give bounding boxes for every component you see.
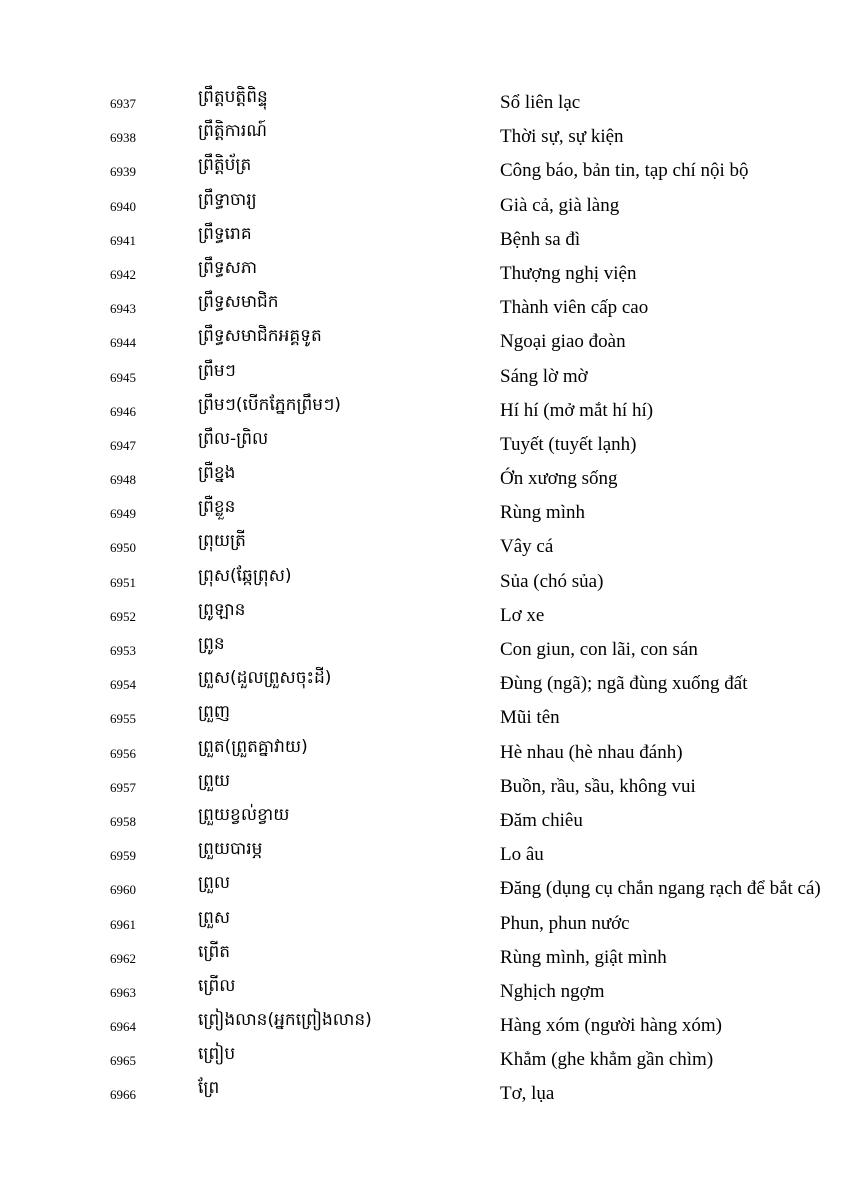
entry-row [0, 804, 848, 838]
entry-number: 6965 [110, 1053, 136, 1069]
vietnamese-meaning: Con giun, con lãi, con sán [500, 639, 698, 660]
entry-number: 6950 [110, 540, 136, 556]
entry-row [0, 872, 848, 906]
khmer-term: ព្រួស [198, 907, 231, 928]
vietnamese-meaning: Hè nhau (hè nhau đánh) [500, 741, 683, 763]
khmer-term: ព្រឹត្តបត្តិពិន្ទុ [198, 87, 268, 107]
khmer-term: ព្រឹត្តិប័ត្រ [198, 155, 252, 176]
khmer-term: ព្រុស(ឆ្កែព្រុស) [198, 565, 292, 586]
entry-number: 6964 [110, 1019, 136, 1035]
entry-number: 6955 [110, 711, 136, 727]
vietnamese-meaning: Khẳm (ghe khẳm gần chìm) [500, 1049, 714, 1071]
entry-row [0, 428, 848, 462]
entry-row [0, 565, 848, 599]
entry-number: 6937 [110, 96, 136, 111]
khmer-term: ព្រើល [198, 975, 236, 996]
khmer-term: ព្រឹទ្ធសភា [198, 257, 258, 278]
entry-number: 6945 [110, 369, 136, 385]
entry-number: 6948 [110, 472, 136, 488]
entry-number: 6940 [110, 198, 136, 214]
vietnamese-meaning: Ớn xương sống [500, 468, 618, 490]
vietnamese-meaning: Thượng nghị viện [500, 262, 637, 284]
entry-row [0, 599, 848, 633]
entry-row [0, 736, 848, 770]
vietnamese-meaning: Phun, phun nước [500, 912, 630, 934]
entry-row [0, 701, 848, 735]
khmer-term: ព្រួស(ដួលព្រួសចុះដី) [198, 668, 332, 689]
khmer-term: ព្រួត(ព្រួតគ្នាវាយ) [198, 736, 308, 757]
entry-row [0, 838, 848, 872]
khmer-term: ព្រួល [198, 873, 231, 894]
entry-row [0, 462, 848, 496]
entry-number: 6941 [110, 232, 136, 248]
entry-row [0, 257, 848, 291]
vietnamese-meaning: Hàng xóm (người hàng xóm) [500, 1015, 722, 1037]
entry-number: 6947 [110, 437, 136, 453]
entry-row [0, 223, 848, 257]
entry-row [0, 291, 848, 325]
vietnamese-meaning: Sáng lờ mờ [500, 365, 588, 387]
vietnamese-meaning: Tơ, lụa [500, 1083, 555, 1105]
entry-row [0, 530, 848, 564]
khmer-term: ព្រឹត្តិការណ៍ [198, 121, 267, 142]
entry-row [0, 907, 848, 941]
khmer-term: ព្រូន [198, 634, 225, 654]
khmer-term: ព្រឹទ្ធសមាជិក [198, 292, 279, 313]
khmer-term: ព្រៀប [198, 1044, 236, 1065]
khmer-term: ព្រួយខ្វល់ខ្វាយ [198, 804, 290, 825]
vietnamese-meaning: Đùng (ngã); ngã đùng xuống đất [500, 673, 748, 695]
entry-row [0, 360, 848, 394]
vietnamese-meaning: Đăm chiêu [500, 809, 583, 831]
khmer-term: ព្រឹទ្ធរោគ [198, 223, 252, 244]
vietnamese-meaning: Ngoại giao đoàn [500, 331, 626, 353]
entry-row [0, 1077, 848, 1111]
khmer-term: ព្រឹមៗ [198, 360, 236, 381]
vietnamese-meaning: Rùng mình, giật mình [500, 946, 667, 968]
vietnamese-meaning: Tuyết (tuyết lạnh) [500, 433, 637, 455]
khmer-term: ព្រូឡាន [198, 599, 246, 620]
entry-row [0, 975, 848, 1009]
entry-number: 6944 [110, 335, 136, 351]
vietnamese-meaning: Thời sự, sự kiện [500, 126, 624, 148]
entry-row [0, 1009, 848, 1043]
vietnamese-meaning: Hí hí (mở mắt hí hí) [500, 399, 654, 421]
entry-number: 6959 [110, 848, 136, 864]
entry-number: 6960 [110, 882, 136, 898]
khmer-term: ព្រួញ [198, 702, 231, 723]
entry-row [0, 189, 848, 223]
entry-number: 6954 [110, 677, 136, 693]
entry-number: 6962 [110, 950, 136, 966]
entry-number: 6951 [110, 574, 136, 590]
entry-row [0, 154, 848, 188]
entry-number: 6946 [110, 403, 136, 419]
vietnamese-meaning: Già cả, già làng [500, 194, 620, 216]
entry-number: 6938 [110, 130, 136, 146]
entry-number: 6957 [110, 779, 136, 795]
entry-number: 6966 [110, 1087, 136, 1103]
entry-row [0, 394, 848, 428]
khmer-term: ព្រួយបារម្ភ [198, 839, 263, 860]
entry-row [0, 770, 848, 804]
entry-number: 6956 [110, 745, 136, 761]
khmer-term: ព្រែ [198, 1078, 220, 1099]
entry-number: 6939 [110, 164, 136, 180]
entry-number: 6953 [110, 643, 136, 658]
vietnamese-meaning: Thành viên cấp cao [500, 297, 649, 319]
entry-row [0, 633, 848, 667]
vietnamese-meaning: Sủa (chó sủa) [500, 570, 604, 592]
entry-row [0, 667, 848, 701]
khmer-term: ព្រឹមៗ(បើកភ្នែកព្រឹមៗ) [198, 394, 341, 415]
entry-row [0, 86, 848, 120]
entry-row [0, 325, 848, 359]
entry-number: 6949 [110, 506, 136, 522]
khmer-term: ព្រួយ [198, 770, 231, 791]
entry-number: 6952 [110, 608, 136, 624]
entry-row [0, 1043, 848, 1077]
vietnamese-meaning: Lo âu [500, 844, 544, 866]
khmer-term: ព្រៀងលាន(អ្នកព្រៀងលាន) [198, 1010, 372, 1031]
vietnamese-meaning: Sổ liên lạc [500, 92, 581, 113]
entry-number: 6943 [110, 301, 136, 317]
vietnamese-meaning: Mũi tên [500, 707, 560, 729]
entry-number: 6963 [110, 984, 136, 1000]
vietnamese-meaning: Đăng (dụng cụ chắn ngang rạch để bắt cá) [500, 878, 821, 900]
entry-number: 6942 [110, 266, 136, 282]
vietnamese-meaning: Nghịch ngợm [500, 980, 605, 1002]
khmer-term: ព្រឺខ្នង [198, 463, 236, 484]
entry-number: 6961 [110, 916, 136, 932]
entry-row [0, 120, 848, 154]
vietnamese-meaning: Công báo, bản tin, tạp chí nội bộ [500, 160, 749, 182]
khmer-term: ព្រើត [198, 941, 231, 962]
khmer-term: ព្រឹទ្ធាចារ្យ [198, 189, 257, 210]
khmer-term: ព្រឺខ្លួន [198, 497, 236, 518]
vietnamese-meaning: Rùng mình [500, 502, 585, 524]
vietnamese-meaning: Vây cá [500, 536, 554, 558]
vietnamese-meaning: Bệnh sa đì [500, 228, 581, 250]
vietnamese-meaning: Buồn, rầu, sầu, không vui [500, 775, 696, 797]
khmer-term: ព្រឹល-ព្រិល [198, 428, 269, 449]
khmer-term: ព្រឹទ្ធសមាជិកអគ្គទូត [198, 326, 322, 347]
dictionary-entries [0, 86, 848, 1112]
khmer-term: ព្រុយត្រី [198, 531, 246, 552]
entry-row [0, 496, 848, 530]
vietnamese-meaning: Lơ xe [500, 604, 545, 626]
entry-row [0, 941, 848, 975]
entry-number: 6958 [110, 813, 136, 829]
